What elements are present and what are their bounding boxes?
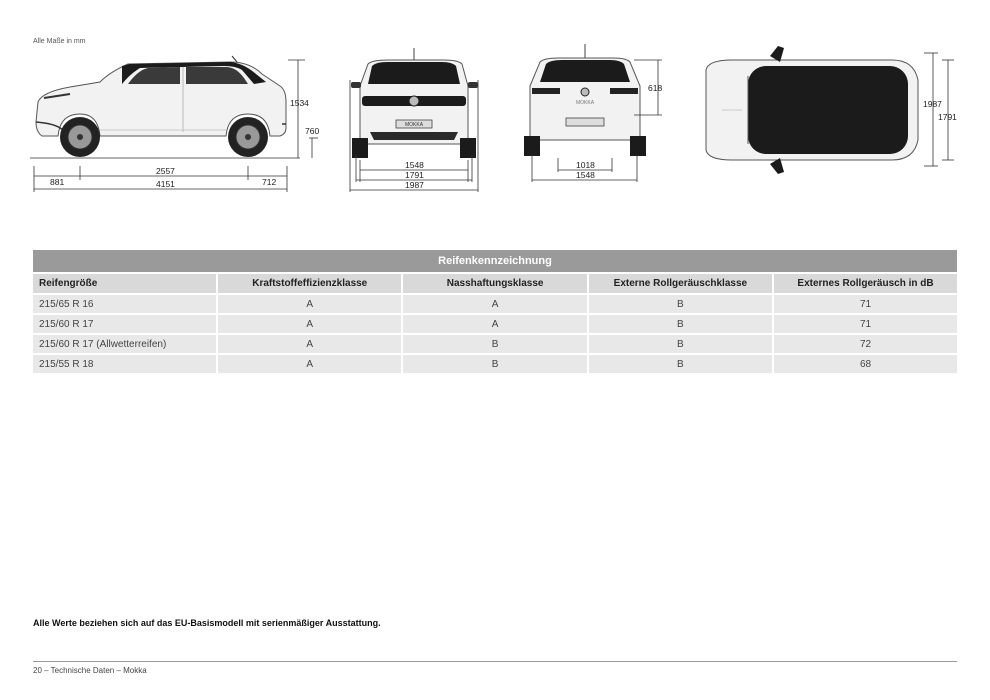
cell-wet-grip: A [403,313,588,333]
header-wet-grip: Nasshaftungsklasse [403,272,588,293]
top-view-car [706,46,918,174]
top-width-body-label: 1791 [938,112,957,122]
table-row [33,333,957,353]
front-width-body-label: 1791 [405,170,424,180]
cell-wet-grip: B [403,333,588,353]
footnote: Alle Werte beziehen sich auf das EU-Basismodell mit serienmäßiger Ausstattung. [33,618,381,628]
header-noise-class: Externe Rollgeräuschklasse [589,272,774,293]
cell-noise-db: 72 [774,333,957,353]
cell-wet-grip: B [403,353,588,373]
length-label: 4151 [156,179,175,189]
cell-tire-size: 215/60 R 17 (Allwetterreifen) [33,333,218,353]
cell-fuel-efficiency: A [218,353,403,373]
cell-tire-size: 215/60 R 17 [33,313,218,333]
cell-noise-class: B [589,313,774,333]
rear-track-label: 1548 [576,170,595,180]
cell-noise-class: B [589,353,774,373]
front-view-drawing [348,40,483,195]
top-width-mirrors-label: 1987 [923,99,942,109]
front-width-mirrors-label: 1987 [405,180,424,190]
header-tire-size: Reifengröße [33,272,218,293]
cell-noise-db: 71 [774,293,957,313]
rear-view-drawing [522,40,667,190]
header-fuel-efficiency: Kraftstoffeffizienzklasse [218,272,403,293]
side-view-drawing [30,40,320,195]
cell-tire-size: 215/55 R 18 [33,353,218,373]
rear-view-car [524,44,646,156]
front-overhang-label: 881 [50,177,65,187]
top-view-drawing [692,40,960,175]
rear-overhang-label: 712 [262,177,277,187]
footer-divider [33,661,957,662]
rear-inner-track-label: 1018 [576,160,595,170]
cell-wet-grip: A [403,293,588,313]
rear-height-label: 618 [648,83,663,93]
tire-label-table [33,250,957,373]
units-note: Alle Maße in mm [33,38,86,45]
side-view-car [36,56,286,157]
front-view-car [351,48,478,158]
cell-tire-size: 215/65 R 16 [33,293,218,313]
cell-noise-db: 68 [774,353,957,373]
cell-fuel-efficiency: A [218,333,403,353]
height-step-label: 760 [305,126,320,136]
table-title: Reifenkennzeichnung [33,250,957,272]
rear-badge-text: MOKKA [575,100,595,106]
height-total-label: 1534 [290,98,309,108]
page-footer: 20 – Technische Daten – Mokka [33,666,147,675]
wheelbase-label: 2557 [156,166,175,176]
cell-fuel-efficiency: A [218,313,403,333]
cell-noise-class: B [589,293,774,313]
table-row [33,313,957,333]
table-row [33,353,957,373]
cell-noise-class: B [589,333,774,353]
cell-noise-db: 71 [774,313,957,333]
table-row [33,293,957,313]
front-track-label: 1548 [405,160,424,170]
front-plate-text: MOKKA [404,122,424,128]
cell-fuel-efficiency: A [218,293,403,313]
header-noise-db: Externes Rollgeräusch in dB [774,272,957,293]
